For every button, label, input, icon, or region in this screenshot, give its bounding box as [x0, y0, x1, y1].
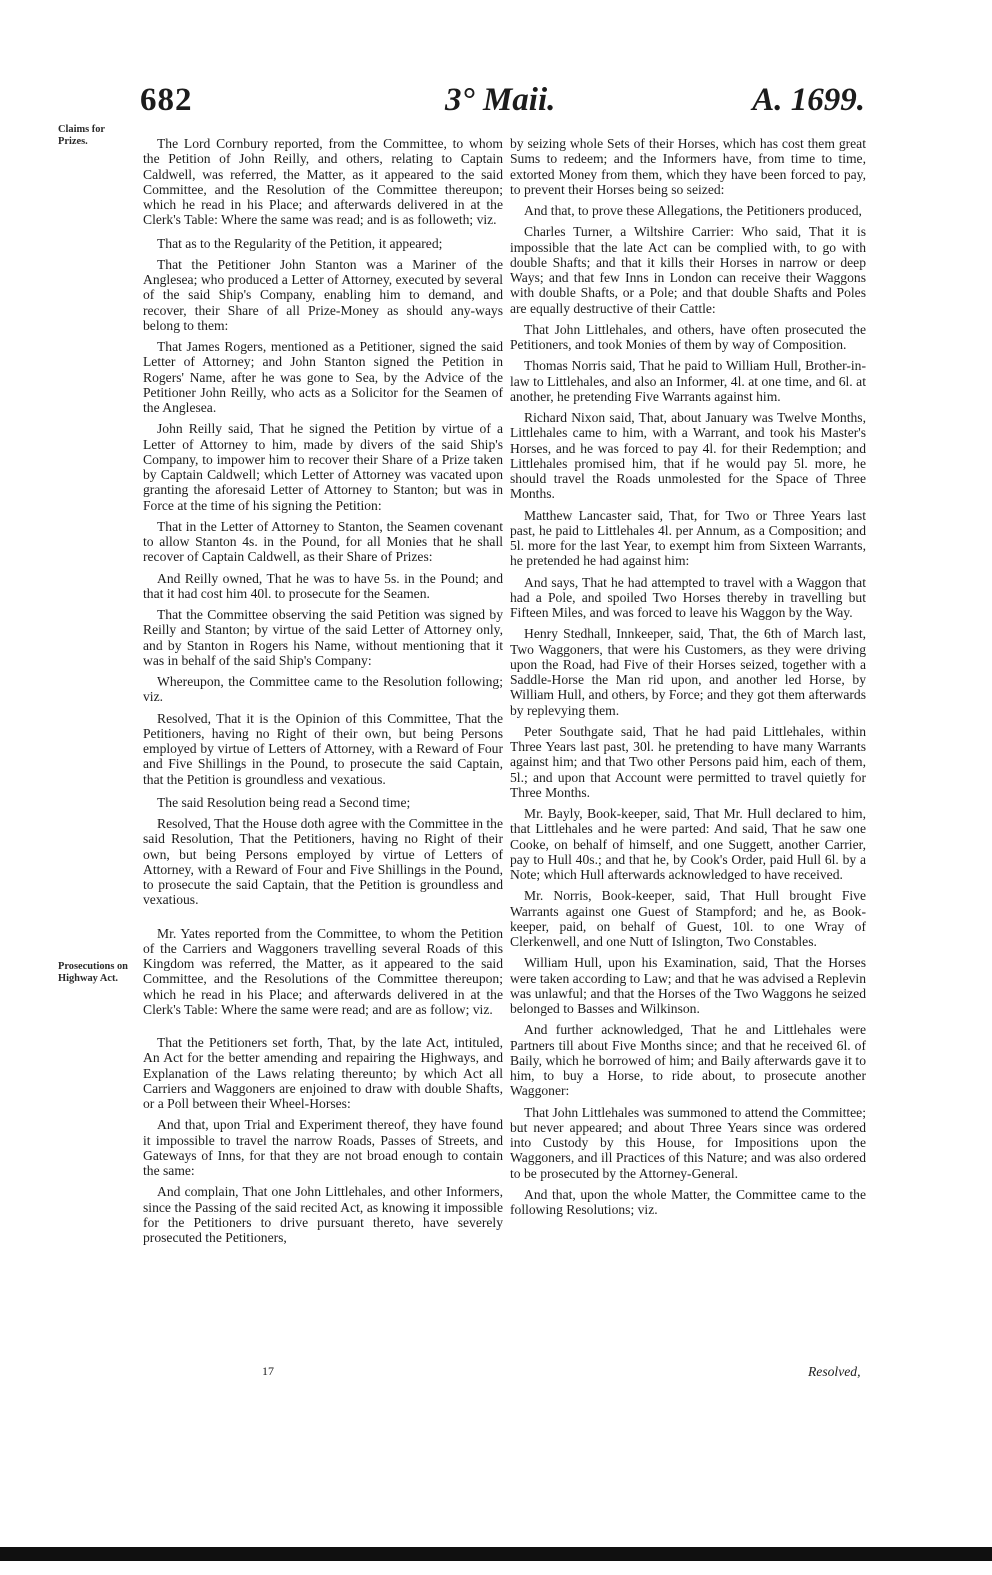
header-year: A. 1699. — [752, 82, 865, 118]
paragraph: And complain, That one John Littlehales, and other Informers, since the Passing of the said recited Act, as knowing it impossible for the Petitioners to drive pursuant thereto, have severely prosecuted the Petitioners, — [143, 1184, 503, 1245]
paragraph: Matthew Lancaster said, That, for Two or Three Years last past, he paid to Littlehales 4l. per Annum, as a Composition; and 5l. more for the last Year, to exempt him from Sixteen Warrants, he pretended he had against him: — [510, 507, 866, 569]
paragraph: Resolved, That the House doth agree with the Committee in the said Resolution, That the Petitioners, having no Right of their own, but being Persons employed by virtue of Letters of Attorney, with a Reward of Four and Five Shillings in the Pound, to prosecute the said Captain, that the Petition is groundless and vexatious. — [143, 816, 503, 908]
paragraph: And Reilly owned, That he was to have 5s. in the Pound; and that it had cost him 40l. to prosecute for the Seamen. — [143, 570, 503, 601]
paragraph: Charles Turner, a Wiltshire Carrier: Who said, That it is impossible that the late Act can be complied with, to go with double Shafts; and that it kills their Horses in narrow or deep Ways; and that few Inns in London can receive their Waggons with double Shafts, or a Pole; and that double Shafts and Poles are equally destructive of their Cattle: — [510, 224, 866, 316]
paragraph: That the Committee observing the said Petition was signed by Reilly and Stanton; by virtue of the said Letter of Attorney only, and by Stanton in Rogers his Name, without mentioning that it was in behalf of the said Ship's Company: — [143, 607, 503, 668]
paragraph: That in the Letter of Attorney to Stanton, the Seamen covenant to allow Stanton 4s. in the Pound, for all Monies that he shall recover of Captain Caldwell, as their Share of Prizes: — [143, 518, 503, 565]
paragraph: William Hull, upon his Examination, said, That the Horses were taken according to Law; and that he was advised a Replevin was unlawful; and that the Horses of the Two Waggons he seized belonged to Basses and Wilkinson. — [510, 955, 866, 1016]
catchword: Resolved, — [808, 1364, 861, 1379]
paragraph: That John Littlehales was summoned to attend the Committee; but never appeared; and about Three Years since was ordered into Custody by this House, for Impositions upon the Waggoners, and ill Practices of this Nature; and was also ordered to be prosecuted by the Attorney-General. — [510, 1104, 866, 1181]
paragraph: And further acknowledged, That he and Littlehales were Partners till about Five Months since; and that he received 6l. of Baily, which he borrowed of him; and Baily afterwards gave it to him, to buy a Horse, to ride about, to prosecute another Waggoner: — [510, 1022, 866, 1099]
paragraph: Resolved, That it is the Opinion of this Committee, That the Petitioners, having no Right of their own, but being Persons employed by virtue of Letters of Attorney, with a Reward of Four and Five Shillings in the Pound, to prosecute the said Captain, that the Petition is groundless and vexatious. — [143, 710, 503, 787]
header-date: 3° Maii. — [445, 82, 556, 118]
paragraph: That as to the Regularity of the Petition, it appeared; — [157, 235, 443, 251]
paragraph: The said Resolution being read a Second time; — [157, 794, 411, 810]
paragraph: Richard Nixon said, That, about January was Twelve Months, Littlehales came to him, with a Warrant, and took his Master's Horses, and he was forced to pay 4l. for their Redemption; and Littlehales promised him, that if he would pay 5l. more, he should travel the Roads unmolested for the Space of Three Months. — [510, 410, 866, 502]
paragraph: That the Petitioner John Stanton was a Mariner of the Anglesea; who produced a Letter of Attorney, executed by several of the said Ship's Company, enabling him to demand, and recover, their Share of all Prize-Money as should any-ways belong to them: — [143, 256, 503, 333]
paragraph: John Reilly said, That he signed the Petition by virtue of a Letter of Attorney to him, made by divers of the said Ship's Company, to impower him to recover their Share of a Prize taken by Captain Caldwell; which Letter of Attorney was vacated upon granting the aforesaid Letter of Attorney to Stanton; but was in Force at the time of his signing the Petition: — [143, 421, 503, 513]
paragraph: Mr. Yates reported from the Committee, to whom the Petition of the Carriers and Waggoners travelling several Roads of this Kingdom was referred, the Matter, as it appeared to the said Committee, and the Resolutions of the Committee thereupon; which he read in his Place; and afterwards delivered in at the Clerk's Table: Where the same were read; and are as follow; viz. — [143, 925, 503, 1017]
paragraph: And says, That he had attempted to travel with a Waggon that had a Pole, and spoiled Two Horses thereby in travelling but Fifteen Miles, and was forced to leave his Waggon by the Way. — [510, 574, 866, 620]
signature-mark: 17 — [262, 1364, 274, 1378]
right-column — [510, 136, 866, 1223]
paragraph: Thomas Norris said, That he paid to William Hull, Brother-in-law to Littlehales, and also an Informer, 4l. at one time, and 6l. at another, he pretending Five Warrants against him. — [510, 358, 866, 404]
paragraph: The Lord Cornbury reported, from the Committee, to whom the Petition of John Reilly, and others, relating to Captain Caldwell, was referred, the Matter, as it appeared to the said Committee, and the Resolution of the Committee thereupon; which he read in his Place; and afterwards delivered in at the Clerk's Table: Where the same was read; and is as followeth; viz. — [143, 136, 503, 228]
page-number: 682 — [140, 82, 193, 118]
paragraph: Mr. Norris, Book-keeper, said, That Hull brought Five Warrants against one Guest of Stampford; and he, as Book-keeper, paid, on behalf of Guest, 10l. to one Wray of Clerkenwell, and one Nutt of Islington, Two Constables. — [510, 888, 866, 949]
left-column — [143, 136, 503, 1251]
paragraph: That the Petitioners set forth, That, by the late Act, intituled, An Act for the better amending and repairing the Highways, and Explanation of the Laws relating thereunto; by which Act all Carriers and Waggoners are enjoined to draw with double Shafts, or a Poll between their Wheel-Horses: — [143, 1035, 503, 1111]
paragraph: And that, to prove these Allegations, the Petitioners produced, — [524, 203, 862, 218]
scan-edge-bar — [0, 1547, 992, 1561]
margin-note-claims: Claims for Prizes. — [58, 124, 105, 147]
paragraph: Mr. Bayly, Book-keeper, said, That Mr. Hull declared to him, that Littlehales and he were parted: And said, That he saw one Cooke, on behalf of himself, and one Suggett, another Carrier, pay to Hull 40s.; and that he, by Cook's Order, paid Hull 6l. by a Note; which Hull afterwards acknowledged to have received. — [510, 806, 866, 882]
paragraph: That James Rogers, mentioned as a Petitioner, signed the said Letter of Attorney; and John Stanton signed the Petition in Rogers' Name, after he was gone to Sea, by the Advice of the Petitioner John Reilly, who acts as a Solicitor for the Seamen of the Anglesea. — [143, 339, 503, 415]
paragraph: That John Littlehales, and others, have often prosecuted the Petitioners, and took Monies of them by way of Composition. — [510, 321, 866, 352]
margin-note-prosecutions: Prosecutions on Highway Act. — [58, 961, 128, 984]
paragraph: Peter Southgate said, That he had paid Littlehales, within Three Years last past, 30l. he pretending to have many Warrants against him; and that Two other Persons paid him, each of them, 5l.; and upon that Account were permitted to travel quietly for Three Months. — [510, 723, 866, 800]
paragraph: Henry Stedhall, Innkeeper, said, That, the 6th of March last, Two Waggoners, that were his Customers, as they were driving upon the Road, had Five of their Horses seized, together with a Saddle-Horse the Man rid upon, and another led Horse, by William Hull, and others, by Force; and they got them afterwards by replevying them. — [510, 626, 866, 718]
paragraph: by seizing whole Sets of their Horses, which has cost them great Sums to redeem; and the Informers have, from time to time, extorted Money from them, which they have been forced to pay, to prevent their Horses being so seized: — [510, 136, 866, 197]
paragraph: Whereupon, the Committee came to the Resolution following; viz. — [143, 674, 503, 705]
paragraph: And that, upon the whole Matter, the Committee came to the following Resolutions; viz. — [510, 1186, 866, 1217]
paragraph: And that, upon Trial and Experiment thereof, they have found it impossible to travel the narrow Roads, Passes of Streets, and Gateways of Inns, for that they are not broad enough to contain the same: — [143, 1117, 503, 1178]
page-header — [140, 82, 865, 126]
